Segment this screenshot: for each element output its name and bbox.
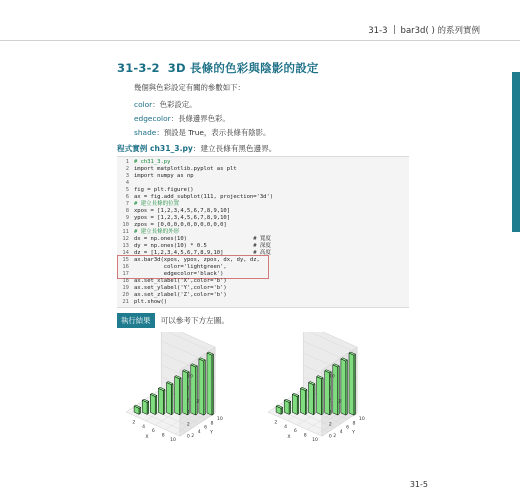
param-edgecolor (134, 113, 230, 124)
plot-svg (118, 332, 258, 456)
code-text: ax.bar3d(xpos, ypos, zpos, dx, dy, dz, (134, 257, 260, 263)
z-tick-label: 2 (328, 422, 332, 428)
x-tick-label: 10 (170, 438, 176, 443)
y-tick-label: 8 (352, 421, 356, 427)
line-number: 11 (122, 229, 129, 235)
header-title: bar3d( ) 的系列實例 (400, 26, 480, 36)
code-text: # 建立長條的外形 (134, 229, 180, 235)
bar-front (158, 388, 163, 414)
code-line (117, 278, 227, 285)
param-keyword: shade (134, 128, 157, 137)
z-tick-label: 8 (186, 386, 190, 392)
code-text: ax.set_zlabel('Z',color='b') (134, 292, 227, 298)
line-number: 6 (125, 194, 129, 200)
line-number: 2 (125, 166, 129, 172)
bar-front (341, 359, 346, 415)
code-text: color='lightgreen', (134, 264, 227, 270)
code-line (117, 166, 237, 173)
z-tick-label: 2 (186, 422, 190, 428)
page-number: 31-5 (409, 480, 428, 489)
y-tick-label: 4 (197, 429, 201, 435)
code-text: fig = plt.figure() (134, 187, 194, 193)
line-number: 3 (125, 173, 129, 179)
param-desc: ：長條邊界色彩。 (170, 114, 230, 123)
line-number: 13 (122, 243, 129, 249)
x-tick-label: 6 (293, 429, 297, 435)
code-line (117, 159, 170, 166)
line-number: 7 (125, 201, 129, 207)
result-row (117, 313, 229, 328)
x-axis-label: X (287, 435, 291, 441)
bar3d-plot-left (118, 332, 258, 456)
code-text: # ch31_3.py (134, 159, 171, 165)
line-number: 15 (122, 257, 129, 263)
y-tick-label: 8 (210, 421, 214, 427)
code-text: # 建立長條的位置 (134, 201, 180, 207)
code-text: zpos = [0,0,0,0,0,0,0,0,0,0] (134, 222, 227, 228)
code-line (117, 194, 273, 201)
param-keyword: edgecolor (134, 114, 171, 123)
y-tick-label: 4 (339, 429, 343, 435)
code-text: dz = [1,2,3,4,5,6,7,8,9,10] # 高度 (134, 250, 271, 256)
line-number: 16 (122, 264, 129, 270)
line-number: 12 (122, 236, 129, 242)
line-number: 20 (122, 292, 129, 298)
z-tick-label: 10 (186, 374, 193, 380)
bar-front (349, 353, 354, 415)
y-tick-label: 10 (358, 417, 365, 423)
header-separator (394, 25, 395, 34)
code-line (117, 180, 134, 187)
x-tick-label: 4 (284, 424, 288, 430)
bar-front (292, 394, 297, 414)
program-description: ：建立長條有黑色邊界。 (192, 144, 277, 153)
z-tick-label: 10 (328, 374, 335, 380)
intro-paragraph: 幾個與色彩設定有關的參數如下： (134, 83, 245, 92)
section-number: 31-3-2 (117, 61, 160, 75)
x-tick-label: 10 (312, 438, 318, 443)
code-text: ax.set_xlabel('X',color='b') (134, 278, 227, 284)
line-number: 4 (125, 180, 129, 186)
line-number: 10 (122, 222, 129, 228)
code-line (117, 173, 194, 180)
code-line (117, 243, 271, 250)
y-axis-label: Y (352, 430, 355, 436)
code-line (117, 285, 227, 292)
code-text: ax.set_ylabel('Y',color='b') (134, 285, 227, 291)
code-text: dx = np.ones(10) # 寬度 (134, 236, 271, 242)
code-text: dy = np.ones(10) * 0.5 # 深度 (134, 243, 271, 249)
x-tick-label: 8 (161, 433, 165, 439)
param-desc: ：色彩設定。 (152, 100, 197, 109)
code-text: edgecolor='black') (134, 271, 224, 277)
code-line (117, 215, 230, 222)
y-tick-label: 2 (191, 434, 195, 439)
y-tick-label: 6 (204, 425, 208, 431)
z-axis-label: Z (338, 400, 342, 406)
program-title (117, 143, 276, 154)
z-tick-label: 4 (328, 410, 332, 416)
bar-front (333, 365, 338, 415)
y-tick-label: 6 (346, 425, 350, 431)
x-tick-label: 2 (132, 420, 136, 426)
code-text: import numpy as np (134, 173, 194, 179)
code-listing (117, 156, 409, 308)
y-tick-label: 2 (333, 434, 337, 439)
code-text: plt.show() (134, 299, 168, 305)
bar-front (191, 365, 196, 415)
running-header (368, 24, 480, 36)
result-badge: 執行結果 (117, 313, 155, 328)
code-text: ypos = [1,2,3,4,5,6,7,8,9,10] (134, 215, 231, 221)
x-tick-label: 6 (151, 429, 155, 435)
line-number: 21 (122, 299, 129, 305)
param-keyword: color (134, 100, 153, 109)
line-number: 1 (125, 159, 129, 165)
y-tick-label: 10 (216, 417, 223, 423)
z-tick-label: 8 (328, 386, 332, 392)
code-text: ax = fig.add_subplot(111, projection='3d') (134, 194, 274, 200)
line-number: 18 (122, 278, 129, 284)
z-tick-label: 0 (328, 434, 332, 440)
param-shade (134, 127, 270, 138)
code-line (117, 236, 271, 243)
code-line (117, 250, 271, 257)
x-tick-label: 4 (142, 424, 146, 430)
code-line (117, 292, 227, 299)
chapter-side-tab (512, 72, 520, 232)
code-line (117, 299, 167, 306)
result-text: 可以參考下方左圖。 (160, 316, 229, 325)
bar-front (167, 383, 172, 415)
bar-front (317, 377, 322, 415)
line-number: 19 (122, 285, 129, 291)
program-label: 程式實例 ch31_3.py (117, 144, 193, 153)
z-tick-label: 6 (328, 398, 332, 404)
code-line (117, 264, 227, 271)
param-color (134, 99, 197, 110)
y-axis-label: Y (210, 430, 213, 436)
section-title (117, 60, 319, 76)
line-number: 9 (125, 215, 129, 221)
header-divider (0, 40, 520, 41)
plot-svg (260, 332, 400, 456)
bar-front (150, 394, 155, 414)
x-tick-label: 2 (274, 420, 278, 426)
code-line (117, 257, 260, 264)
x-axis-label: X (145, 435, 149, 441)
bar-front (300, 388, 305, 414)
code-text: import matplotlib.pyplot as plt (134, 166, 237, 172)
bar-front (199, 359, 204, 415)
param-desc: ：預設是 True，表示長條有陰影。 (156, 128, 271, 137)
header-chapter: 31-3 (368, 26, 388, 36)
bar-front (175, 377, 180, 415)
z-tick-label: 4 (186, 410, 190, 416)
z-tick-label: 6 (186, 398, 190, 404)
line-number: 8 (125, 208, 129, 214)
code-line (117, 229, 179, 236)
bar3d-plot-right (260, 332, 400, 456)
line-number: 14 (122, 250, 129, 256)
code-line (117, 271, 223, 278)
bar-front (309, 383, 314, 415)
z-axis-label: Z (196, 400, 200, 406)
code-line (117, 201, 179, 208)
z-tick-label: 0 (186, 434, 190, 440)
code-line (117, 187, 194, 194)
code-text: xpos = [1,2,3,4,5,6,7,8,9,10] (134, 208, 231, 214)
code-line (117, 222, 227, 229)
bar-front (207, 353, 212, 415)
line-number: 17 (122, 271, 129, 277)
x-tick-label: 8 (303, 433, 307, 439)
section-heading: 3D 長條的色彩與陰影的設定 (167, 61, 319, 75)
code-line (117, 208, 230, 215)
line-number: 5 (125, 187, 129, 193)
